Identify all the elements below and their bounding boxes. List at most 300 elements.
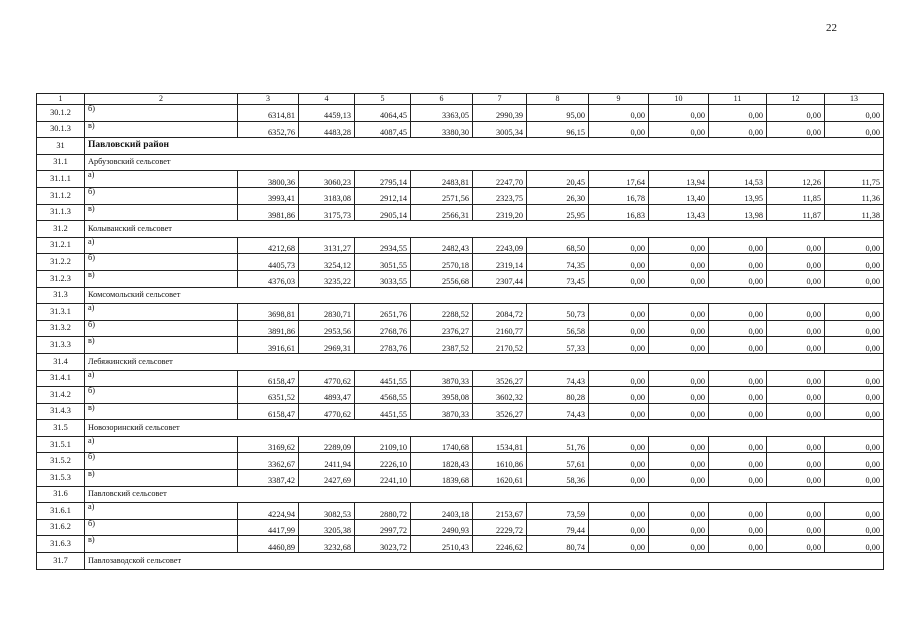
row-id: 31.2.1 xyxy=(37,237,85,254)
value-cell: 0,00 xyxy=(649,470,709,487)
value-cell: 4770,62 xyxy=(299,403,355,420)
value-cell: 4087,45 xyxy=(355,121,411,138)
row-id: 31.4.1 xyxy=(37,370,85,387)
value-cell: 13,43 xyxy=(649,204,709,221)
value-cell: 0,00 xyxy=(767,237,825,254)
value-cell: 2830,71 xyxy=(299,304,355,321)
value-cell: 3958,08 xyxy=(411,387,473,404)
value-cell: 2483,81 xyxy=(411,171,473,188)
value-cell: 2226,10 xyxy=(355,453,411,470)
value-cell: 0,00 xyxy=(767,470,825,487)
value-cell: 2571,56 xyxy=(411,187,473,204)
section-name: Павлозаводской сельсовет xyxy=(85,553,884,570)
value-cell: 2170,52 xyxy=(473,337,527,354)
value-cell: 0,00 xyxy=(767,436,825,453)
row-variant: а) xyxy=(85,304,238,321)
value-cell: 0,00 xyxy=(649,237,709,254)
value-cell: 17,64 xyxy=(589,171,649,188)
value-cell: 0,00 xyxy=(649,536,709,553)
value-cell: 80,74 xyxy=(527,536,589,553)
column-number-header: 8 xyxy=(527,94,589,105)
value-cell: 0,00 xyxy=(589,519,649,536)
value-cell: 0,00 xyxy=(767,403,825,420)
section-row xyxy=(37,420,884,437)
value-cell: 4224,94 xyxy=(238,503,299,520)
table-row xyxy=(37,503,884,520)
section-id: 31.5 xyxy=(37,420,85,437)
value-cell: 3235,22 xyxy=(299,270,355,287)
column-number-header: 9 xyxy=(589,94,649,105)
value-cell: 4483,28 xyxy=(299,121,355,138)
row-id: 31.4.3 xyxy=(37,403,85,420)
value-cell: 79,44 xyxy=(527,519,589,536)
value-cell: 0,00 xyxy=(825,337,884,354)
value-cell: 3023,72 xyxy=(355,536,411,553)
value-cell: 1740,68 xyxy=(411,436,473,453)
value-cell: 0,00 xyxy=(649,503,709,520)
section-id: 31.6 xyxy=(37,486,85,503)
value-cell: 3205,38 xyxy=(299,519,355,536)
value-cell: 2109,10 xyxy=(355,436,411,453)
value-cell: 74,35 xyxy=(527,254,589,271)
row-id: 31.6.2 xyxy=(37,519,85,536)
value-cell: 4568,55 xyxy=(355,387,411,404)
value-cell: 2912,14 xyxy=(355,187,411,204)
value-cell: 0,00 xyxy=(825,320,884,337)
value-cell: 0,00 xyxy=(825,503,884,520)
value-cell: 0,00 xyxy=(649,105,709,122)
row-id: 31.5.1 xyxy=(37,436,85,453)
value-cell: 1839,68 xyxy=(411,470,473,487)
value-cell: 0,00 xyxy=(589,254,649,271)
value-cell: 1620,61 xyxy=(473,470,527,487)
value-cell: 11,75 xyxy=(825,171,884,188)
value-cell: 2570,18 xyxy=(411,254,473,271)
row-variant: в) xyxy=(85,470,238,487)
value-cell: 0,00 xyxy=(589,387,649,404)
section-name: Комсомольский сельсовет xyxy=(85,287,884,304)
row-variant: в) xyxy=(85,337,238,354)
value-cell: 0,00 xyxy=(825,254,884,271)
row-variant: б) xyxy=(85,387,238,404)
value-cell: 3981,86 xyxy=(238,204,299,221)
value-cell: 0,00 xyxy=(649,387,709,404)
value-cell: 3131,27 xyxy=(299,237,355,254)
column-number-header: 12 xyxy=(767,94,825,105)
column-number-header: 11 xyxy=(709,94,767,105)
value-cell: 0,00 xyxy=(589,503,649,520)
table-row xyxy=(37,105,884,122)
value-cell: 0,00 xyxy=(709,470,767,487)
row-variant: а) xyxy=(85,370,238,387)
value-cell: 0,00 xyxy=(649,254,709,271)
value-cell: 0,00 xyxy=(825,519,884,536)
section-row xyxy=(37,353,884,370)
value-cell: 0,00 xyxy=(709,304,767,321)
value-cell: 0,00 xyxy=(649,403,709,420)
section-name: Павловский сельсовет xyxy=(85,486,884,503)
value-cell: 3082,53 xyxy=(299,503,355,520)
value-cell: 0,00 xyxy=(589,370,649,387)
row-variant: а) xyxy=(85,171,238,188)
district-name: Павловский район xyxy=(85,138,884,155)
column-number-header: 3 xyxy=(238,94,299,105)
value-cell: 3005,34 xyxy=(473,121,527,138)
value-cell: 2319,20 xyxy=(473,204,527,221)
table-row xyxy=(37,453,884,470)
value-cell: 4417,99 xyxy=(238,519,299,536)
row-variant: а) xyxy=(85,436,238,453)
value-cell: 74,43 xyxy=(527,370,589,387)
value-cell: 2084,72 xyxy=(473,304,527,321)
row-variant: б) xyxy=(85,105,238,122)
value-cell: 2795,14 xyxy=(355,171,411,188)
value-cell: 2934,55 xyxy=(355,237,411,254)
value-cell: 2490,93 xyxy=(411,519,473,536)
value-cell: 3175,73 xyxy=(299,204,355,221)
value-cell: 13,98 xyxy=(709,204,767,221)
value-cell: 0,00 xyxy=(825,387,884,404)
value-cell: 2510,43 xyxy=(411,536,473,553)
value-cell: 56,58 xyxy=(527,320,589,337)
value-cell: 3183,08 xyxy=(299,187,355,204)
row-id: 31.2.3 xyxy=(37,270,85,287)
row-id: 31.6.3 xyxy=(37,536,85,553)
row-variant: в) xyxy=(85,536,238,553)
value-cell: 0,00 xyxy=(825,453,884,470)
value-cell: 2768,76 xyxy=(355,320,411,337)
value-cell: 4893,47 xyxy=(299,387,355,404)
table-row xyxy=(37,320,884,337)
row-id: 31.1.3 xyxy=(37,204,85,221)
value-cell: 0,00 xyxy=(589,453,649,470)
row-variant: б) xyxy=(85,519,238,536)
row-id: 31.2.2 xyxy=(37,254,85,271)
value-cell: 16,83 xyxy=(589,204,649,221)
value-cell: 13,40 xyxy=(649,187,709,204)
table-row xyxy=(37,337,884,354)
table-header-row xyxy=(37,94,884,105)
value-cell: 3254,12 xyxy=(299,254,355,271)
table-row xyxy=(37,270,884,287)
value-cell: 3800,36 xyxy=(238,171,299,188)
value-cell: 11,87 xyxy=(767,204,825,221)
value-cell: 2307,44 xyxy=(473,270,527,287)
value-cell: 0,00 xyxy=(709,237,767,254)
value-cell: 0,00 xyxy=(825,403,884,420)
value-cell: 73,45 xyxy=(527,270,589,287)
value-cell: 0,00 xyxy=(825,370,884,387)
row-variant: б) xyxy=(85,187,238,204)
value-cell: 3698,81 xyxy=(238,304,299,321)
row-variant: в) xyxy=(85,121,238,138)
column-number-header: 5 xyxy=(355,94,411,105)
table-row xyxy=(37,536,884,553)
value-cell: 2427,69 xyxy=(299,470,355,487)
table-row xyxy=(37,470,884,487)
table-row xyxy=(37,171,884,188)
value-cell: 74,43 xyxy=(527,403,589,420)
value-cell: 0,00 xyxy=(767,270,825,287)
value-cell: 0,00 xyxy=(709,503,767,520)
value-cell: 2969,31 xyxy=(299,337,355,354)
section-row xyxy=(37,287,884,304)
value-cell: 0,00 xyxy=(825,237,884,254)
value-cell: 0,00 xyxy=(825,105,884,122)
row-variant: а) xyxy=(85,503,238,520)
value-cell: 0,00 xyxy=(767,387,825,404)
value-cell: 20,45 xyxy=(527,171,589,188)
row-id: 31.5.2 xyxy=(37,453,85,470)
row-variant: в) xyxy=(85,270,238,287)
row-id: 31.5.3 xyxy=(37,470,85,487)
value-cell: 3169,62 xyxy=(238,436,299,453)
section-id: 31.7 xyxy=(37,553,85,570)
table-row xyxy=(37,187,884,204)
value-cell: 2997,72 xyxy=(355,519,411,536)
value-cell: 0,00 xyxy=(589,105,649,122)
value-cell: 57,61 xyxy=(527,453,589,470)
table-row xyxy=(37,519,884,536)
value-cell: 11,38 xyxy=(825,204,884,221)
value-cell: 3870,33 xyxy=(411,370,473,387)
value-cell: 0,00 xyxy=(825,121,884,138)
value-cell: 6351,52 xyxy=(238,387,299,404)
section-row xyxy=(37,154,884,171)
row-variant: в) xyxy=(85,403,238,420)
row-id: 31.1.2 xyxy=(37,187,85,204)
value-cell: 0,00 xyxy=(709,387,767,404)
table-row xyxy=(37,237,884,254)
value-cell: 2319,14 xyxy=(473,254,527,271)
value-cell: 0,00 xyxy=(649,121,709,138)
value-cell: 26,30 xyxy=(527,187,589,204)
value-cell: 0,00 xyxy=(709,270,767,287)
district-row xyxy=(37,138,884,155)
value-cell: 0,00 xyxy=(767,254,825,271)
column-number-header: 2 xyxy=(85,94,238,105)
table-row xyxy=(37,387,884,404)
value-cell: 2482,43 xyxy=(411,237,473,254)
value-cell: 4064,45 xyxy=(355,105,411,122)
value-cell: 0,00 xyxy=(709,536,767,553)
value-cell: 57,33 xyxy=(527,337,589,354)
value-cell: 0,00 xyxy=(767,304,825,321)
row-id: 30.1.2 xyxy=(37,105,85,122)
value-cell: 3602,32 xyxy=(473,387,527,404)
column-number-header: 10 xyxy=(649,94,709,105)
value-cell: 4376,03 xyxy=(238,270,299,287)
value-cell: 2651,76 xyxy=(355,304,411,321)
section-name: Новозоринский сельсовет xyxy=(85,420,884,437)
value-cell: 0,00 xyxy=(767,536,825,553)
value-cell: 2247,70 xyxy=(473,171,527,188)
value-cell: 3033,55 xyxy=(355,270,411,287)
row-variant: в) xyxy=(85,204,238,221)
value-cell: 80,28 xyxy=(527,387,589,404)
value-cell: 0,00 xyxy=(709,436,767,453)
section-id: 31.3 xyxy=(37,287,85,304)
value-cell: 0,00 xyxy=(709,337,767,354)
value-cell: 0,00 xyxy=(649,370,709,387)
value-cell: 0,00 xyxy=(825,436,884,453)
value-cell: 2880,72 xyxy=(355,503,411,520)
value-cell: 2953,56 xyxy=(299,320,355,337)
value-cell: 1828,43 xyxy=(411,453,473,470)
value-cell: 0,00 xyxy=(767,503,825,520)
value-cell: 2376,27 xyxy=(411,320,473,337)
value-cell: 6352,76 xyxy=(238,121,299,138)
value-cell: 2243,09 xyxy=(473,237,527,254)
row-id: 31.3.1 xyxy=(37,304,85,321)
value-cell: 3526,27 xyxy=(473,370,527,387)
value-cell: 0,00 xyxy=(767,105,825,122)
value-cell: 3363,05 xyxy=(411,105,473,122)
value-cell: 0,00 xyxy=(709,403,767,420)
value-cell: 0,00 xyxy=(589,270,649,287)
value-cell: 2160,77 xyxy=(473,320,527,337)
value-cell: 2323,75 xyxy=(473,187,527,204)
value-cell: 25,95 xyxy=(527,204,589,221)
page-number: 22 xyxy=(826,22,837,34)
value-cell: 13,94 xyxy=(649,171,709,188)
value-cell: 4459,13 xyxy=(299,105,355,122)
value-cell: 2246,62 xyxy=(473,536,527,553)
value-cell: 11,36 xyxy=(825,187,884,204)
value-cell: 2905,14 xyxy=(355,204,411,221)
row-id: 31.4.2 xyxy=(37,387,85,404)
value-cell: 0,00 xyxy=(825,470,884,487)
section-name: Колыванский сельсовет xyxy=(85,221,884,238)
value-cell: 0,00 xyxy=(649,436,709,453)
value-cell: 4212,68 xyxy=(238,237,299,254)
table-row xyxy=(37,403,884,420)
value-cell: 12,26 xyxy=(767,171,825,188)
value-cell: 0,00 xyxy=(589,403,649,420)
table-row xyxy=(37,254,884,271)
value-cell: 0,00 xyxy=(767,453,825,470)
column-number-header: 6 xyxy=(411,94,473,105)
data-table xyxy=(36,93,884,570)
value-cell: 3526,27 xyxy=(473,403,527,420)
table-row xyxy=(37,304,884,321)
section-name: Лебяжинский сельсовет xyxy=(85,353,884,370)
value-cell: 0,00 xyxy=(709,254,767,271)
value-cell: 2387,52 xyxy=(411,337,473,354)
value-cell: 3870,33 xyxy=(411,403,473,420)
value-cell: 3232,68 xyxy=(299,536,355,553)
value-cell: 13,95 xyxy=(709,187,767,204)
value-cell: 4460,89 xyxy=(238,536,299,553)
section-id: 31 xyxy=(37,138,85,155)
value-cell: 0,00 xyxy=(709,519,767,536)
value-cell: 0,00 xyxy=(649,453,709,470)
value-cell: 50,73 xyxy=(527,304,589,321)
column-number-header: 4 xyxy=(299,94,355,105)
value-cell: 0,00 xyxy=(589,470,649,487)
value-cell: 4451,55 xyxy=(355,370,411,387)
value-cell: 2556,68 xyxy=(411,270,473,287)
table-row xyxy=(37,121,884,138)
value-cell: 6158,47 xyxy=(238,403,299,420)
value-cell: 3916,61 xyxy=(238,337,299,354)
value-cell: 6314,81 xyxy=(238,105,299,122)
value-cell: 73,59 xyxy=(527,503,589,520)
value-cell: 0,00 xyxy=(825,536,884,553)
value-cell: 11,85 xyxy=(767,187,825,204)
value-cell: 0,00 xyxy=(589,121,649,138)
section-row xyxy=(37,221,884,238)
value-cell: 0,00 xyxy=(589,436,649,453)
value-cell: 2289,09 xyxy=(299,436,355,453)
value-cell: 58,36 xyxy=(527,470,589,487)
value-cell: 95,00 xyxy=(527,105,589,122)
value-cell: 51,76 xyxy=(527,436,589,453)
column-number-header: 13 xyxy=(825,94,884,105)
value-cell: 0,00 xyxy=(767,370,825,387)
value-cell: 0,00 xyxy=(825,304,884,321)
value-cell: 0,00 xyxy=(589,536,649,553)
value-cell: 0,00 xyxy=(767,320,825,337)
value-cell: 0,00 xyxy=(767,519,825,536)
value-cell: 2241,10 xyxy=(355,470,411,487)
row-variant: б) xyxy=(85,254,238,271)
row-id: 31.3.2 xyxy=(37,320,85,337)
value-cell: 4405,73 xyxy=(238,254,299,271)
value-cell: 0,00 xyxy=(649,304,709,321)
value-cell: 14,53 xyxy=(709,171,767,188)
section-id: 31.4 xyxy=(37,353,85,370)
value-cell: 1610,86 xyxy=(473,453,527,470)
column-number-header: 1 xyxy=(37,94,85,105)
row-variant: б) xyxy=(85,453,238,470)
value-cell: 3362,67 xyxy=(238,453,299,470)
row-id: 30.1.3 xyxy=(37,121,85,138)
section-name: Арбузовский сельсовет xyxy=(85,154,884,171)
value-cell: 0,00 xyxy=(709,105,767,122)
value-cell: 0,00 xyxy=(589,337,649,354)
value-cell: 2411,94 xyxy=(299,453,355,470)
row-variant: б) xyxy=(85,320,238,337)
value-cell: 2783,76 xyxy=(355,337,411,354)
value-cell: 0,00 xyxy=(589,320,649,337)
value-cell: 96,15 xyxy=(527,121,589,138)
value-cell: 2403,18 xyxy=(411,503,473,520)
value-cell: 0,00 xyxy=(649,270,709,287)
value-cell: 0,00 xyxy=(709,370,767,387)
table-row xyxy=(37,204,884,221)
section-row xyxy=(37,486,884,503)
value-cell: 2229,72 xyxy=(473,519,527,536)
table-row xyxy=(37,370,884,387)
value-cell: 0,00 xyxy=(767,121,825,138)
table-row xyxy=(37,436,884,453)
value-cell: 3891,86 xyxy=(238,320,299,337)
value-cell: 0,00 xyxy=(649,337,709,354)
value-cell: 2153,67 xyxy=(473,503,527,520)
section-id: 31.2 xyxy=(37,221,85,238)
section-row xyxy=(37,553,884,570)
row-id: 31.3.3 xyxy=(37,337,85,354)
row-variant: а) xyxy=(85,237,238,254)
row-id: 31.6.1 xyxy=(37,503,85,520)
value-cell: 0,00 xyxy=(589,237,649,254)
value-cell: 3051,55 xyxy=(355,254,411,271)
value-cell: 0,00 xyxy=(709,453,767,470)
value-cell: 68,50 xyxy=(527,237,589,254)
value-cell: 6158,47 xyxy=(238,370,299,387)
value-cell: 0,00 xyxy=(709,121,767,138)
